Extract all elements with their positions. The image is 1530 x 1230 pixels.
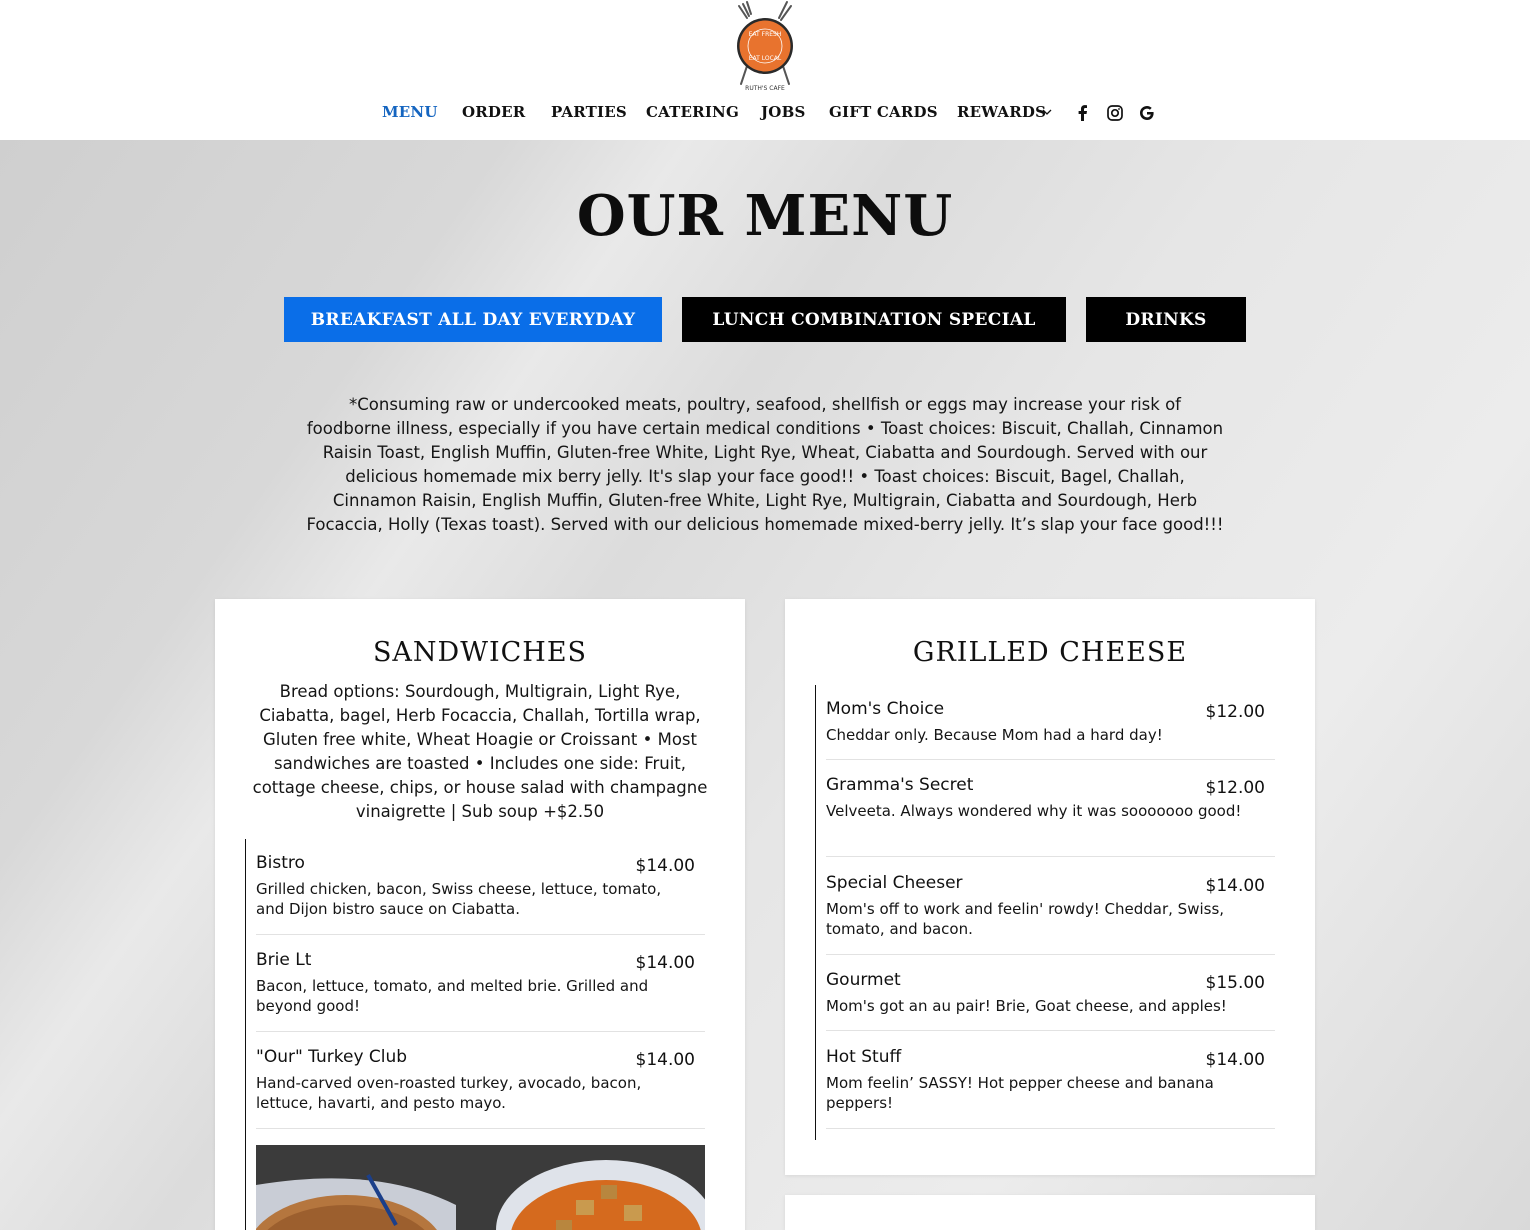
logo-brand-text: RUTH'S CAFE [745,85,785,92]
nav-item-gift-cards[interactable]: GIFT CARDS [829,103,938,121]
nav-item-order[interactable]: ORDER [462,103,526,121]
item-price: $14.00 [1205,876,1265,896]
item-name: Brie Lt [256,950,312,970]
item-name: Hot Stuff [826,1047,902,1067]
nav-item-catering[interactable]: CATERING [646,103,739,121]
menu-item[interactable] [826,1047,1275,1129]
grilled-cheese-title: GRILLED CHEESE [912,637,1188,668]
tab-breakfast[interactable]: BREAKFAST ALL DAY EVERYDAY [284,297,662,342]
logo-top-text: EAT FRESH [748,31,782,38]
item-name: Bistro [256,853,305,873]
item-name: Gramma's Secret [826,775,974,795]
grilled-cheese-card [785,599,1315,1175]
item-name: Mom's Choice [826,699,945,719]
facebook-icon[interactable] [1074,104,1092,122]
item-description: Grilled chicken, bacon, Swiss cheese, lettuce, tomato, and Dijon bistro sauce on Ciabatta. [256,880,662,918]
item-name: Special Cheeser [826,873,963,893]
nav-item-rewards[interactable]: REWARDS [957,103,1047,121]
item-description: Mom's got an au pair! Brie, Goat cheese, and apples! [826,997,1227,1015]
sandwich-soup-photo [256,1145,705,1230]
nav-item-parties[interactable]: PARTIES [551,103,627,121]
item-description: Bacon, lettuce, tomato, and melted brie. Grilled and beyond good! [256,977,649,1015]
item-description: Velveeta. Always wondered why it was sooooooo good! [826,802,1242,820]
main-nav [0,100,1530,128]
tab-drinks[interactable]: DRINKS [1086,297,1246,342]
next-menu-card [785,1195,1315,1230]
item-name: "Our" Turkey Club [256,1047,408,1067]
menu-item[interactable] [826,775,1275,857]
item-price: $14.00 [1205,1050,1265,1070]
google-icon[interactable] [1138,104,1156,122]
chevron-down-icon[interactable] [1042,107,1052,117]
nav-item-menu[interactable]: MENU [382,103,438,121]
item-description: Cheddar only. Because Mom had a hard day! [826,726,1163,744]
item-price: $12.00 [1205,702,1265,722]
item-price: $15.00 [1205,973,1265,993]
item-price: $12.00 [1205,778,1265,798]
sandwiches-title: SANDWICHES [372,637,588,668]
site-header [0,0,1530,140]
item-price: $14.00 [635,856,695,876]
item-description: Mom's off to work and feelin' rowdy! Cheddar, Swiss, tomato, and bacon. [826,900,1225,938]
menu-item[interactable] [826,970,1275,1031]
menu-item[interactable] [826,699,1275,760]
item-description: Mom feelin’ SASSY! Hot pepper cheese and banana peppers! [826,1074,1214,1112]
nav-item-jobs[interactable]: JOBS [761,103,806,121]
cafe-logo[interactable] [735,0,795,92]
sandwiches-card [215,599,745,1230]
item-price: $14.00 [635,1050,695,1070]
menu-item[interactable] [826,873,1275,955]
grilled-cheese-item-list [815,685,1285,1140]
instagram-icon[interactable] [1106,104,1124,122]
menu-item[interactable] [256,950,705,1032]
sandwiches-description: Bread options: Sourdough, Multigrain, Light Rye, Ciabatta, bagel, Herb Focaccia, Challah, Tortilla wrap, Gluten free white, Wheat Hoagie or Croissant • Most sandwiches are toasted • Includes one side: Fruit, cottage cheese, chips, or house salad with champagne vinaigrette | Sub soup +$2.50 [252,682,708,821]
menu-item[interactable] [256,1047,705,1129]
logo-bottom-text: EAT LOCAL [748,55,782,62]
menu-disclaimer: *Consuming raw or undercooked meats, poultry, seafood, shellfish or eggs may increase your risk of foodborne illness, especially if you have certain medical conditions • Toast choices: Biscuit, Challah, Cinnamon Raisin Toast, English Muffin, Gluten-free White, Light Rye, Wheat, Ciabatta and Sourdough. Served with our delicious homemade mix berry jelly. It's slap your face good!! • Toast choices: Biscuit, Bagel, Challah, Cinnamon Raisin, English Muffin, Gluten-free White, Light Rye, Multigrain, Ciabatta and Sourdough, Herb Focaccia, Holly (Texas toast). Served with our delicious homemade mixed-berry jelly. It’s slap your face good!!! [306,395,1224,534]
item-price: $14.00 [635,953,695,973]
item-name: Gourmet [826,970,901,990]
page-title: OUR MENU [576,183,954,249]
item-description: Hand-carved oven-roasted turkey, avocado, bacon, lettuce, havarti, and pesto mayo. [256,1074,642,1112]
menu-item[interactable] [256,853,705,935]
tab-lunch-combination[interactable]: LUNCH COMBINATION SPECIAL [682,297,1066,342]
